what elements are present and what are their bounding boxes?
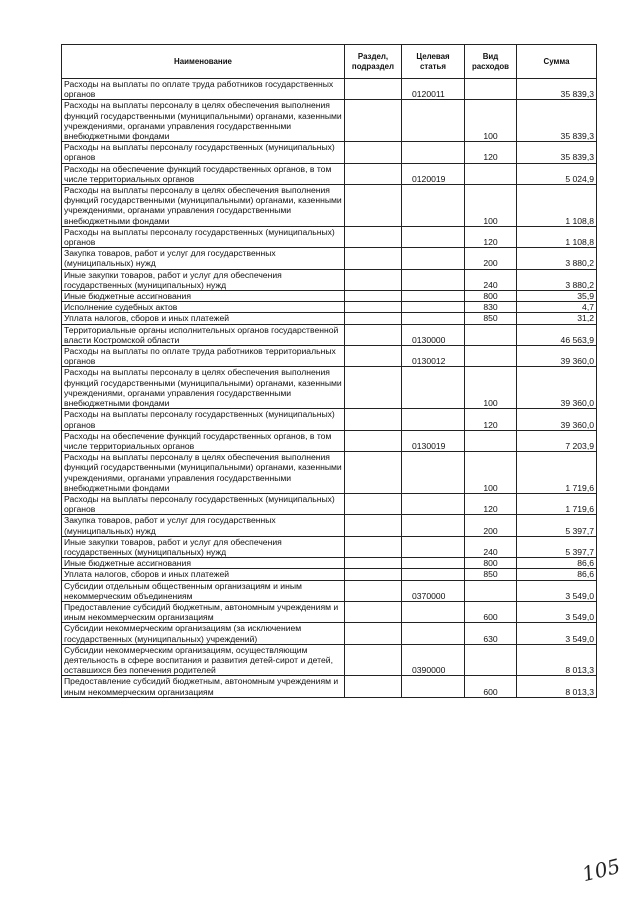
table-row — [62, 536, 597, 557]
header-article: Целевая статья — [402, 45, 465, 79]
row-sum: 8 013,3 — [517, 676, 597, 697]
row-kind: 120 — [465, 226, 517, 247]
row-section — [345, 644, 402, 676]
row-article — [402, 367, 465, 409]
row-section — [345, 558, 402, 569]
row-kind: 100 — [465, 367, 517, 409]
row-section — [345, 452, 402, 494]
row-article: 0120019 — [402, 163, 465, 184]
row-article: 0370000 — [402, 580, 465, 601]
table-row — [62, 291, 597, 302]
row-kind: 200 — [465, 515, 517, 536]
row-section — [345, 324, 402, 345]
row-section — [345, 623, 402, 644]
header-kind: Вид расходов — [465, 45, 517, 79]
table-row — [62, 79, 597, 100]
row-sum: 3 549,0 — [517, 580, 597, 601]
row-article — [402, 302, 465, 313]
row-article — [402, 493, 465, 514]
row-name: Исполнение судебных актов — [62, 302, 345, 313]
row-name: Субсидии некоммерческим организациям (за исключением государственных (муниципальных) учреждений) — [62, 623, 345, 644]
row-name: Иные бюджетные ассигнования — [62, 558, 345, 569]
row-sum: 3 880,2 — [517, 269, 597, 290]
table-row — [62, 569, 597, 580]
row-section — [345, 536, 402, 557]
row-name: Расходы на выплаты персоналу в целях обеспечения выполнения функций государственными (муниципальными) органами, казенными учреждениями, органами управления государственными внебюджетными фондами — [62, 452, 345, 494]
table-body — [62, 79, 597, 698]
row-section — [345, 367, 402, 409]
row-sum: 7 203,9 — [517, 430, 597, 451]
row-kind — [465, 430, 517, 451]
row-section — [345, 291, 402, 302]
row-section — [345, 493, 402, 514]
row-sum: 35 839,3 — [517, 100, 597, 142]
table-row — [62, 248, 597, 269]
row-name: Расходы на обеспечение функций государственных органов, в том числе территориальных органов — [62, 163, 345, 184]
row-name: Субсидии отдельным общественным организациям и иным некоммерческим объединениям — [62, 580, 345, 601]
row-kind — [465, 580, 517, 601]
row-name: Расходы на выплаты персоналу в целях обеспечения выполнения функций государственными (муниципальными) органами, казенными учреждениями, органами управления государственными внебюджетными фондами — [62, 367, 345, 409]
page-number: 105 — [579, 853, 623, 887]
row-section — [345, 569, 402, 580]
row-name: Уплата налогов, сборов и иных платежей — [62, 313, 345, 324]
row-article: 0130019 — [402, 430, 465, 451]
row-sum: 86,6 — [517, 569, 597, 580]
row-article — [402, 558, 465, 569]
row-section — [345, 601, 402, 622]
table-row — [62, 623, 597, 644]
row-section — [345, 580, 402, 601]
row-section — [345, 409, 402, 430]
row-kind: 800 — [465, 291, 517, 302]
row-kind: 240 — [465, 536, 517, 557]
row-article: 0120011 — [402, 79, 465, 100]
row-sum: 1 108,8 — [517, 185, 597, 227]
row-kind: 100 — [465, 452, 517, 494]
table-row — [62, 269, 597, 290]
row-kind — [465, 644, 517, 676]
row-article — [402, 676, 465, 697]
row-sum: 5 397,7 — [517, 536, 597, 557]
table-row — [62, 185, 597, 227]
row-article — [402, 452, 465, 494]
table-row — [62, 558, 597, 569]
table-header-row — [62, 45, 597, 79]
row-name: Закупка товаров, работ и услуг для государственных (муниципальных) нужд — [62, 248, 345, 269]
row-kind: 850 — [465, 569, 517, 580]
row-article — [402, 100, 465, 142]
row-name: Расходы на выплаты персоналу в целях обеспечения выполнения функций государственными (муниципальными) органами, казенными учреждениями, органами управления государственными внебюджетными фондами — [62, 185, 345, 227]
row-kind: 630 — [465, 623, 517, 644]
row-sum: 35,9 — [517, 291, 597, 302]
row-sum: 8 013,3 — [517, 644, 597, 676]
row-sum: 5 024,9 — [517, 163, 597, 184]
row-article — [402, 569, 465, 580]
row-kind: 120 — [465, 493, 517, 514]
row-name: Предоставление субсидий бюджетным, автономным учреждениям и иным некоммерческим организациям — [62, 601, 345, 622]
table-row — [62, 493, 597, 514]
row-section — [345, 269, 402, 290]
row-kind: 600 — [465, 601, 517, 622]
row-section — [345, 515, 402, 536]
row-name: Субсидии некоммерческим организациям, осуществляющим деятельность в сфере воспитания и развития детей-сирот и детей, оставшихся без попечения родителей — [62, 644, 345, 676]
row-kind: 600 — [465, 676, 517, 697]
row-article — [402, 536, 465, 557]
row-sum: 1 108,8 — [517, 226, 597, 247]
row-article — [402, 409, 465, 430]
row-section — [345, 142, 402, 163]
row-sum: 39 360,0 — [517, 409, 597, 430]
row-section — [345, 346, 402, 367]
row-name: Расходы на обеспечение функций государственных органов, в том числе территориальных органов — [62, 430, 345, 451]
row-name: Расходы на выплаты персоналу государственных (муниципальных) органов — [62, 493, 345, 514]
row-article — [402, 601, 465, 622]
row-name: Уплата налогов, сборов и иных платежей — [62, 569, 345, 580]
row-sum: 3 880,2 — [517, 248, 597, 269]
row-name: Предоставление субсидий бюджетным, автономным учреждениям и иным некоммерческим организациям — [62, 676, 345, 697]
row-article: 0390000 — [402, 644, 465, 676]
table-row — [62, 367, 597, 409]
row-article — [402, 142, 465, 163]
row-name: Иные закупки товаров, работ и услуг для обеспечения государственных (муниципальных) нужд — [62, 536, 345, 557]
row-name: Расходы на выплаты персоналу государственных (муниципальных) органов — [62, 226, 345, 247]
row-kind — [465, 346, 517, 367]
table-row — [62, 580, 597, 601]
row-section — [345, 313, 402, 324]
row-sum: 39 360,0 — [517, 367, 597, 409]
table-row — [62, 601, 597, 622]
row-section — [345, 226, 402, 247]
table-row — [62, 313, 597, 324]
table-row — [62, 430, 597, 451]
header-name: Наименование — [62, 45, 345, 79]
row-name: Закупка товаров, работ и услуг для государственных (муниципальных) нужд — [62, 515, 345, 536]
row-name: Расходы на выплаты персоналу в целях обеспечения выполнения функций государственными (муниципальными) органами, казенными учреждениями, органами управления государственными внебюджетными фондами — [62, 100, 345, 142]
table-row — [62, 163, 597, 184]
row-article: 0130000 — [402, 324, 465, 345]
row-article — [402, 185, 465, 227]
budget-table — [61, 44, 597, 698]
row-kind: 120 — [465, 142, 517, 163]
row-sum: 39 360,0 — [517, 346, 597, 367]
row-kind — [465, 163, 517, 184]
row-sum: 46 563,9 — [517, 324, 597, 345]
row-sum: 35 839,3 — [517, 142, 597, 163]
header-sum: Сумма — [517, 45, 597, 79]
row-sum: 4,7 — [517, 302, 597, 313]
table-row — [62, 346, 597, 367]
row-article — [402, 313, 465, 324]
row-name: Расходы на выплаты персоналу государственных (муниципальных) органов — [62, 409, 345, 430]
row-name: Иные бюджетные ассигнования — [62, 291, 345, 302]
row-article: 0130012 — [402, 346, 465, 367]
row-sum: 3 549,0 — [517, 623, 597, 644]
row-kind: 850 — [465, 313, 517, 324]
row-sum: 86,6 — [517, 558, 597, 569]
row-article — [402, 269, 465, 290]
row-sum: 31,2 — [517, 313, 597, 324]
budget-document — [61, 44, 597, 698]
row-name: Расходы на выплаты по оплате труда работников государственных органов — [62, 79, 345, 100]
row-article — [402, 226, 465, 247]
table-row — [62, 142, 597, 163]
row-sum: 1 719,6 — [517, 493, 597, 514]
row-kind — [465, 324, 517, 345]
row-section — [345, 302, 402, 313]
row-section — [345, 248, 402, 269]
row-sum: 5 397,7 — [517, 515, 597, 536]
row-kind — [465, 79, 517, 100]
row-section — [345, 185, 402, 227]
row-kind: 200 — [465, 248, 517, 269]
header-section: Раздел, подраздел — [345, 45, 402, 79]
row-name: Территориальные органы исполнительных органов государственной власти Костромской области — [62, 324, 345, 345]
row-name: Иные закупки товаров, работ и услуг для обеспечения государственных (муниципальных) нужд — [62, 269, 345, 290]
table-row — [62, 324, 597, 345]
table-row — [62, 100, 597, 142]
table-row — [62, 676, 597, 697]
row-section — [345, 430, 402, 451]
row-name: Расходы на выплаты по оплате труда работников территориальных органов — [62, 346, 345, 367]
row-article — [402, 248, 465, 269]
row-sum: 1 719,6 — [517, 452, 597, 494]
row-section — [345, 676, 402, 697]
row-kind: 830 — [465, 302, 517, 313]
row-article — [402, 515, 465, 536]
table-row — [62, 452, 597, 494]
row-kind: 800 — [465, 558, 517, 569]
row-kind: 240 — [465, 269, 517, 290]
row-name: Расходы на выплаты персоналу государственных (муниципальных) органов — [62, 142, 345, 163]
row-sum: 3 549,0 — [517, 601, 597, 622]
row-sum: 35 839,3 — [517, 79, 597, 100]
row-article — [402, 291, 465, 302]
table-row — [62, 644, 597, 676]
row-kind: 120 — [465, 409, 517, 430]
row-kind: 100 — [465, 185, 517, 227]
table-row — [62, 515, 597, 536]
row-article — [402, 623, 465, 644]
row-section — [345, 100, 402, 142]
table-row — [62, 302, 597, 313]
row-kind: 100 — [465, 100, 517, 142]
table-row — [62, 409, 597, 430]
row-section — [345, 79, 402, 100]
table-row — [62, 226, 597, 247]
row-section — [345, 163, 402, 184]
